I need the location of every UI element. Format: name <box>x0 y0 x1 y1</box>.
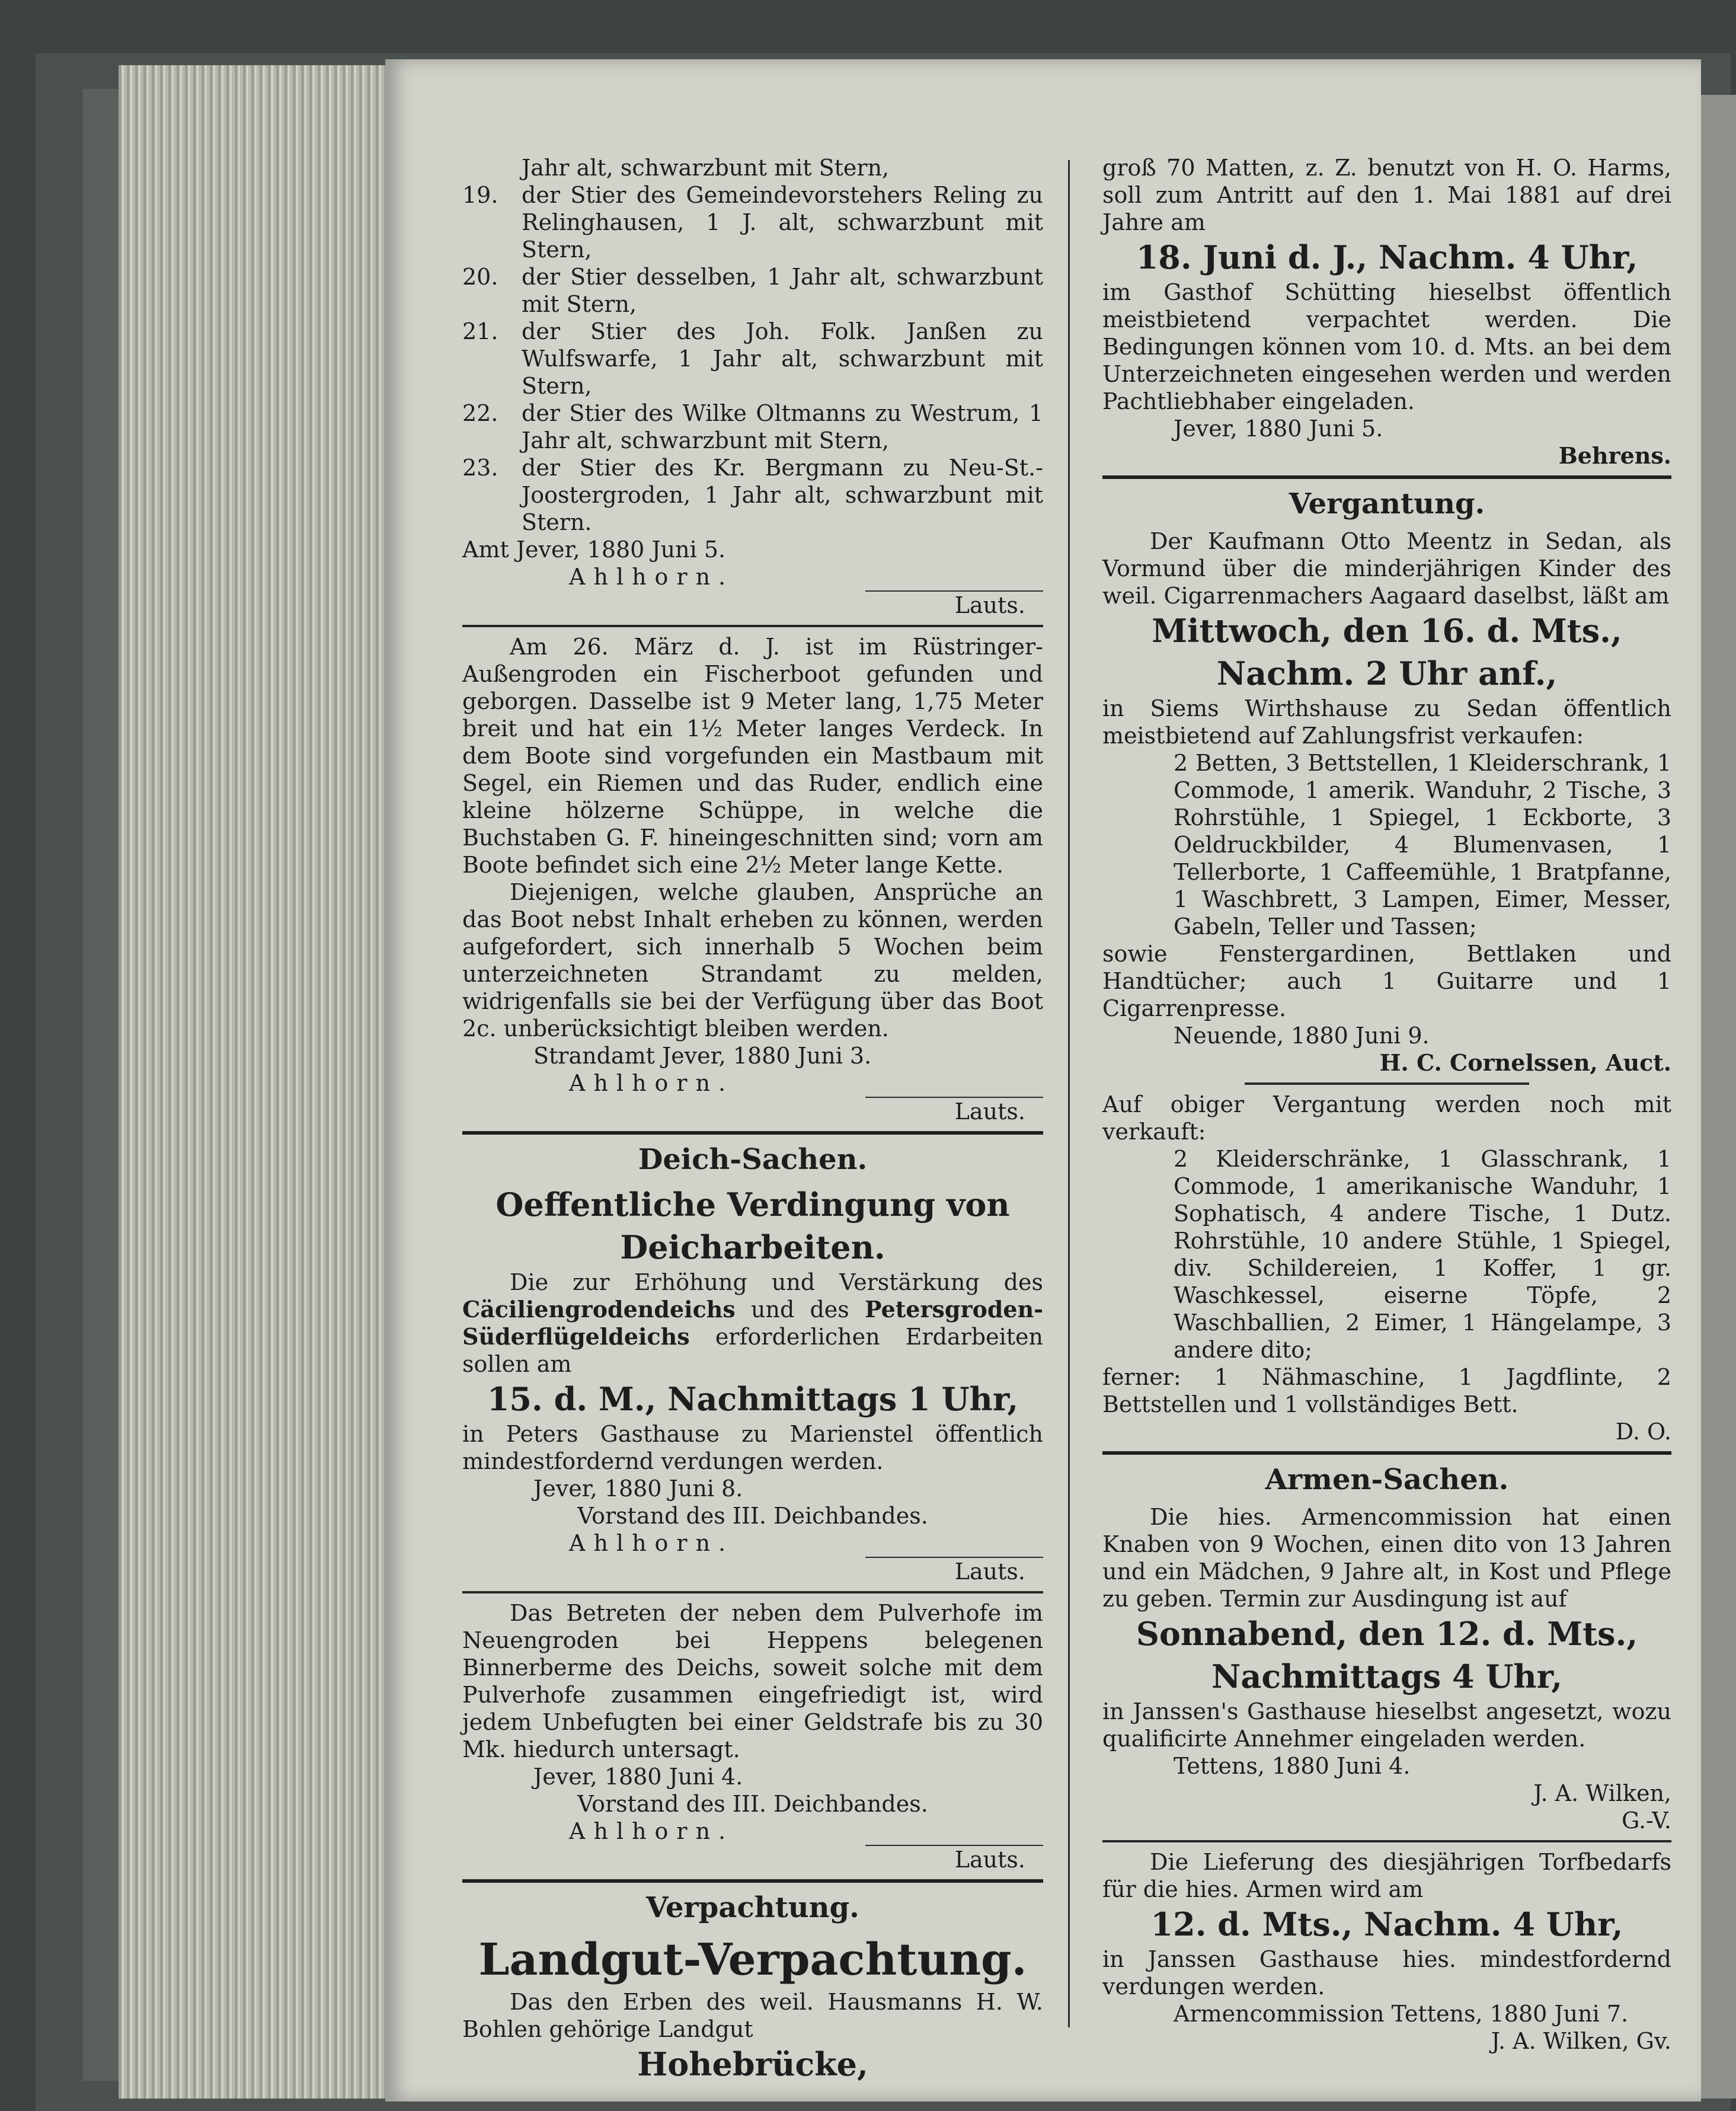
landgut-text: Das den Erben des weil. Hausmanns H. W. Bohlen gehörige Landgut <box>462 1989 1043 2042</box>
signature-ahlhorn: Ahlhorn. <box>569 1530 734 1556</box>
signature-lauts: Lauts. <box>865 1557 1043 1585</box>
vergantung-date: Mittwoch, den 16. d. Mts., <box>1152 612 1622 650</box>
divider <box>1102 475 1671 479</box>
pacht-text: groß 70 Matten, z. Z. benutzt von H. O. Harms, soll zum Antritt auf den 1. Mai 1881 auf drei Jahre am <box>1102 155 1671 235</box>
divider-short <box>1245 1082 1529 1085</box>
list-item: 20. der Stier desselben, 1 Jahr alt, schwarzbunt mit Stern, <box>462 264 1043 317</box>
divider <box>462 1591 1043 1593</box>
torf-date: 12. d. Mts., Nachm. 4 Uhr, <box>1150 1905 1623 1943</box>
list-item: 19. der Stier des Gemeindevorstehers Reling zu Relinghausen, 1 J. alt, schwarzbunt mit Stern, <box>462 182 1043 263</box>
signature-cornelssen: H. C. Cornelssen, Auct. <box>1379 1049 1671 1076</box>
tettens-date: Tettens, 1880 Juni 4. <box>1174 1753 1411 1779</box>
ferner-line: ferner: 1 Nähmaschine, 1 Jagdflinte, 2 Bettstellen und 1 vollständiges Bett. <box>1102 1364 1671 1417</box>
boat-notice-p1: Am 26. März d. J. ist im Rüstringer-Außengroden ein Fischerboot gefunden und geborgen. Dasselbe ist 9 Meter lang, 1,75 Meter breit und hat ein 1½ Meter langes Verdeck. In dem Boote sind vorgefunden ein Mastbaum mit Segel, ein Riemen und das Ruder, endlich eine kleine hölzerne Schüppe, in welche die Buchstaben G. F. hineingeschnitten sind; vorn am Boote befindet sich eine 2½ Meter lange Kette. <box>462 634 1043 878</box>
section-heading-verpachtung: Verpachtung. <box>646 1891 859 1924</box>
stier-list <box>462 181 1043 536</box>
list-item: 23. der Stier des Kr. Bergmann zu Neu-St.-Joostergroden, 1 Jahr alt, schwarzbunt mit Stern. <box>462 455 1043 535</box>
boat-notice-p2: Diejenigen, welche glauben, Ansprüche an das Boot nebst Inhalt erheben zu können, werden aufgefordert, sich innerhalb 5 Wochen beim unterzeichneten Strandamt zu melden, widrigenfalls sie bei der Verfügung über das Boot 2c. unberücksichtigt bleiben werden. <box>462 879 1043 1042</box>
right-column <box>1102 154 1671 2055</box>
divider <box>462 625 1043 627</box>
armencommission-line: Armencommission Tettens, 1880 Juni 7. <box>1174 2001 1629 2027</box>
vorstand-line: Vorstand des III. Deichbandes. <box>577 1503 928 1529</box>
page-edges <box>119 65 397 2099</box>
signature-gv: G.-V. <box>1621 1807 1671 1834</box>
armen-text-2: in Janssen's Gasthause hieselbst angesetzt, wozu qualificirte Annehmer eingeladen werden. <box>1102 1698 1671 1752</box>
pulver-notice: Das Betreten der neben dem Pulverhofe im Neuengroden bei Heppens belegenen Binnerberme des Deichs, soweit solche mit dem Pulverhofe zusammen eingefriedigt ist, wird jedem Unbefugten bei einer Geldstrafe bis zu 30 Mk. hiedurch untersagt. <box>462 1600 1043 1762</box>
divider <box>1102 1840 1671 1842</box>
signature-do: D. O. <box>1615 1419 1671 1445</box>
amt-line: Amt Jever, 1880 Juni 5. <box>462 536 726 563</box>
verdingung-title: Oeffentliche Verdingung von <box>495 1186 1010 1224</box>
vergantung-sowie: sowie Fenstergardinen, Bettlaken und Handtücher; auch 1 Guitarre und 1 Cigarrenpresse. <box>1102 941 1671 1021</box>
list-item: 21. der Stier des Joh. Folk. Janßen zu Wulfswarfe, 1 Jahr alt, schwarzbunt mit Stern, <box>462 318 1043 399</box>
signature-ahlhorn: Ahlhorn. <box>569 564 734 590</box>
armen-text: Die hies. Armencommission hat einen Knaben von 9 Wochen, einen dito von 13 Jahren und ein Mädchen, 9 Jahre alt, in Kost und Pflege zu geben. Termin zur Ausdingung ist auf <box>1102 1504 1671 1612</box>
vorstand-line: Vorstand des III. Deichbandes. <box>577 1791 928 1817</box>
neuende-date: Neuende, 1880 Juni 9. <box>1174 1023 1430 1049</box>
armen-date: Sonnabend, den 12. d. Mts., <box>1136 1615 1638 1653</box>
signature-lauts: Lauts. <box>865 590 1043 619</box>
vergantung-text-2: in Siems Wirthshause zu Sedan öffentlich meistbietend auf Zahlungsfrist verkaufen: <box>1102 695 1671 749</box>
torf-text-2: in Janssen Gasthause hies. mindestfordernd verdungen werden. <box>1102 1946 1671 2000</box>
auf-lead: Auf obiger Vergantung werden noch mit verkauft: <box>1102 1091 1671 1145</box>
vergantung-time: Nachm. 2 Uhr anf., <box>1216 654 1558 692</box>
jever-date: Jever, 1880 Juni 4. <box>533 1764 743 1790</box>
divider <box>1102 1451 1671 1455</box>
signature-behrens: Behrens. <box>1558 442 1671 469</box>
auf-items: 2 Kleiderschränke, 1 Glasschrank, 1 Commode, 1 amerikanische Wanduhr, 1 Sophatisch, 4 andere Tische, 1 Dutz. Rohrstühle, 10 andere Stühle, 1 Spiegel, div. Schildereien, 1 Koffer, 1 gr. Waschkessel, eiserne Töpfe, 2 Waschballien, 2 Eimer, 1 Hängelampe, 3 andere dito; <box>1174 1146 1671 1363</box>
pacht-date: 18. Juni d. J., Nachm. 4 Uhr, <box>1136 238 1638 276</box>
strandamt-line: Strandamt Jever, 1880 Juni 3. <box>533 1043 872 1069</box>
signature-wilken-gv: J. A. Wilken, Gv. <box>1491 2028 1671 2054</box>
signature-lauts: Lauts. <box>865 1845 1043 1873</box>
vergantung-items: 2 Betten, 3 Bettstellen, 1 Kleiderschrank, 1 Commode, 1 amerik. Wanduhr, 2 Tische, 3 Rohrstühle, 1 Spiegel, 1 Eckborte, 3 Oeldruckbilder, 4 Blumenvasen, 1 Tellerborte, 1 Caffeemühle, 1 Bratpfanne, 1 Waschbrett, 3 Lampen, Eimer, Messer, Gabeln, Teller und Tassen; <box>1174 750 1671 940</box>
jever-date: Jever, 1880 Juni 8. <box>533 1476 743 1502</box>
list-lead: Jahr alt, schwarzbunt mit Stern, <box>522 155 890 181</box>
armen-time: Nachmittags 4 Uhr, <box>1211 1657 1563 1695</box>
jever-date: Jever, 1880 Juni 5. <box>1174 416 1383 442</box>
divider <box>462 1879 1043 1883</box>
hohebruecke-name: Hohebrücke, <box>637 2045 868 2083</box>
column-separator <box>1068 160 1070 2027</box>
section-heading-armen: Armen-Sachen. <box>1265 1463 1509 1496</box>
list-item: 22. der Stier des Wilke Oltmanns zu Westrum, 1 Jahr alt, schwarzbunt mit Stern, <box>462 400 1043 454</box>
verdingung-text: Die zur Erhöhung und Verstärkung des Cäciliengrodendeichs und des Petersgroden-Süderflügeldeichs erforderlichen Erdarbeiten sollen am <box>462 1269 1043 1377</box>
verdingung-date: 15. d. M., Nachmittags 1 Uhr, <box>487 1380 1019 1418</box>
landgut-title: Landgut-Verpachtung. <box>478 1934 1027 1985</box>
signature-lauts: Lauts. <box>865 1097 1043 1125</box>
section-heading-deich: Deich-Sachen. <box>638 1143 868 1176</box>
left-column <box>462 154 1043 2086</box>
signature-ahlhorn: Ahlhorn. <box>569 1818 734 1844</box>
signature-wilken: J. A. Wilken, <box>1533 1780 1671 1806</box>
torf-text: Die Lieferung des diesjährigen Torfbedarfs für die hies. Armen wird am <box>1102 1849 1671 1902</box>
pacht-text-2: im Gasthof Schütting hieselbst öffentlich meistbietend verpachtet werden. Die Bedingungen können vom 10. d. Mts. an bei dem Unterzeichneten eingesehen werden und werden Pachtliebhaber eingeladen. <box>1102 279 1671 414</box>
vergantung-text: Der Kaufmann Otto Meentz in Sedan, als Vormund über die minderjährigen Kinder des weil. Cigarrenmachers Aagaard daselbst, läßt am <box>1102 528 1671 609</box>
signature-ahlhorn: Ahlhorn. <box>569 1070 734 1096</box>
verdingung-text-2: in Peters Gasthause zu Marienstel öffentlich mindestfordernd verdungen werden. <box>462 1421 1043 1474</box>
divider <box>462 1131 1043 1135</box>
section-heading-vergantung: Vergantung. <box>1289 487 1485 520</box>
verdingung-title-2: Deicharbeiten. <box>620 1228 885 1266</box>
next-page-edge <box>1701 95 1736 2099</box>
